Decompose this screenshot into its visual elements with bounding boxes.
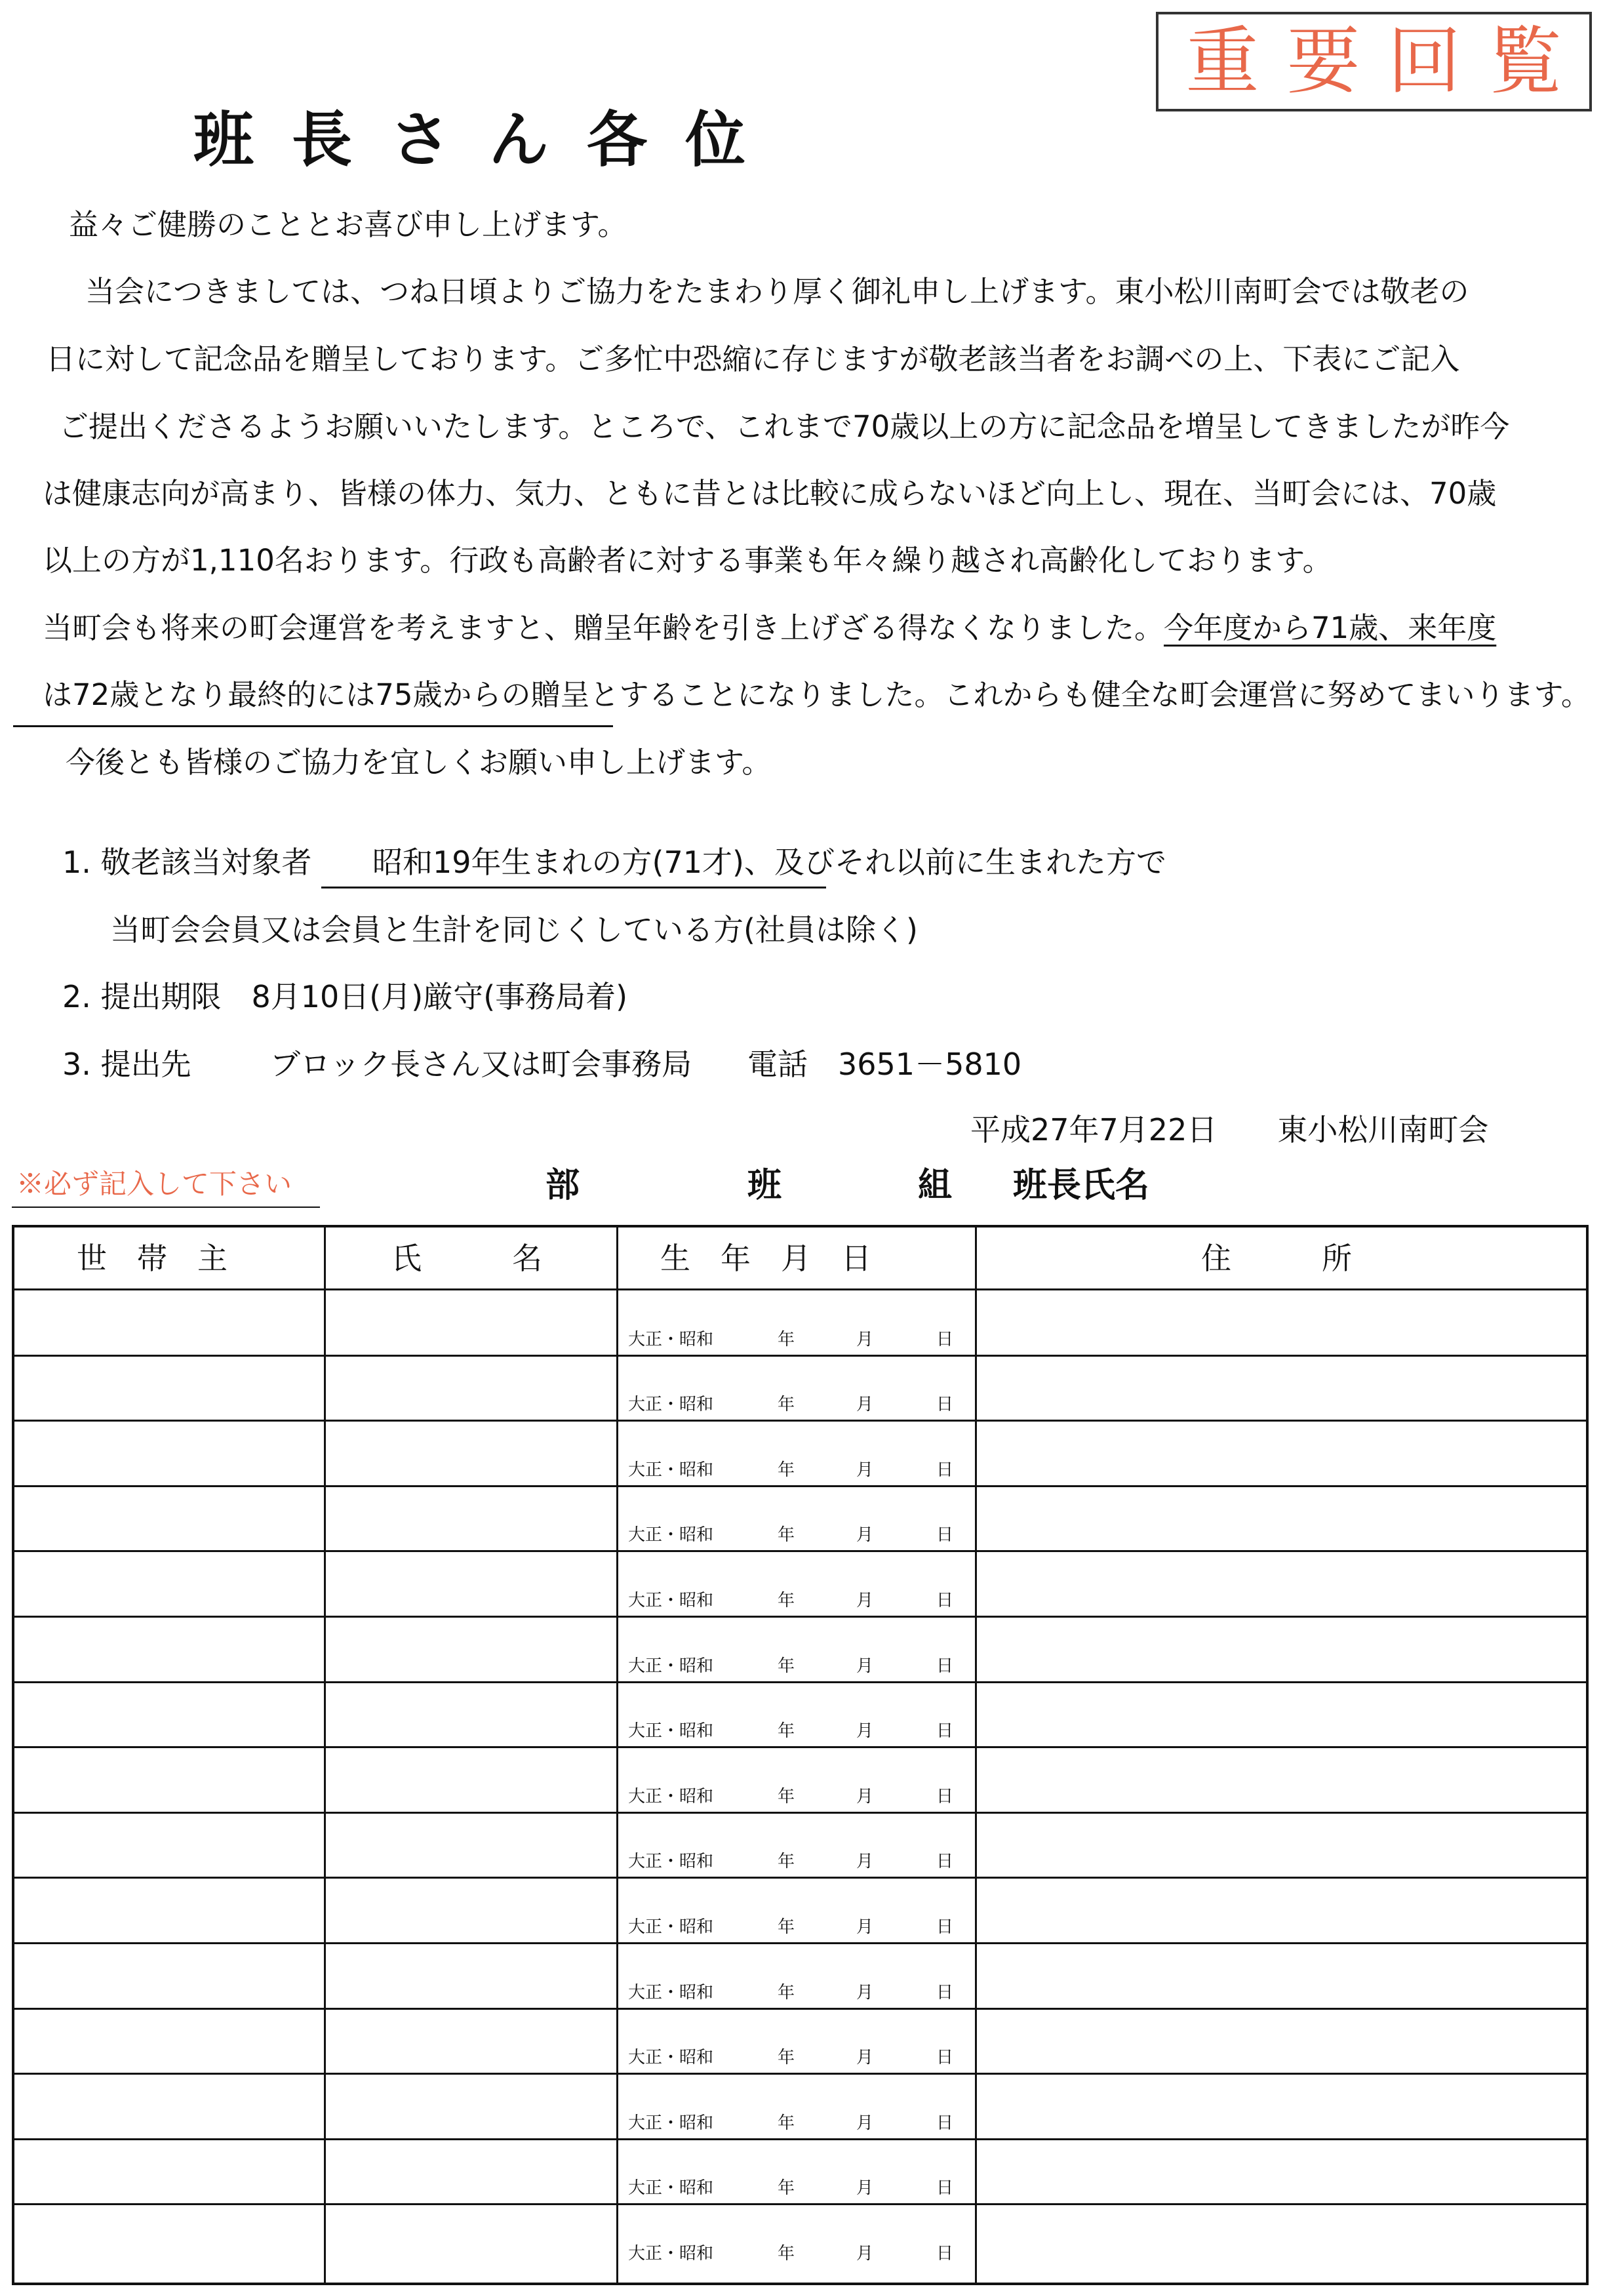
body-line-2: 当会につきましては、つね日頃よりご協力をたまわり厚く御礼申し上げます。東小松川南町会では敬老の xyxy=(85,274,1469,309)
row-divider xyxy=(14,1746,1586,1748)
birthdate-month-label: 月 xyxy=(856,1329,874,1349)
issue-date-and-association: 平成27年7月22日 東小松川南町会 xyxy=(970,1112,1489,1148)
body-line-1: 益々ご健勝のこととお喜び申し上げます。 xyxy=(69,207,627,242)
col-header-name: 氏 名 xyxy=(391,1241,542,1276)
birthdate-year-label: 年 xyxy=(778,2048,795,2068)
field-hancho-label: 班長氏名 xyxy=(1013,1166,1150,1205)
col-divider-3 xyxy=(975,1227,977,2283)
birthdate-era-label: 大正・昭和 xyxy=(628,2113,714,2133)
item-3-phone: 電話 3651－5810 xyxy=(747,1047,1022,1082)
birthdate-month-label: 月 xyxy=(856,1656,874,1676)
body-line-5: は健康志向が高まり、皆様の体力、気力、ともに昔とは比較に成らないほど向上し、現在、当町会には、70歳 xyxy=(43,476,1497,511)
row-divider xyxy=(14,1812,1586,1814)
body-line-7 xyxy=(43,610,1497,645)
item-1-sub: 当町会会員又は会員と生計を同じくしている方(社員は除く) xyxy=(110,912,918,948)
birthdate-day-label: 日 xyxy=(936,2178,954,2199)
birthdate-day-label: 日 xyxy=(936,2048,954,2068)
body-line-8: は72歳となり最終的には75歳からの贈呈とすることになりました。これからも健全な町会運営に努めてまいります。 xyxy=(43,677,1591,712)
birthdate-day-label: 日 xyxy=(936,1525,954,1546)
birthdate-era-label: 大正・昭和 xyxy=(628,1982,714,2003)
item-1-label: 1. 敬老該当対象者 xyxy=(62,845,312,880)
row-divider xyxy=(14,2073,1586,2075)
row-divider xyxy=(14,1681,1586,1683)
birthdate-year-label: 年 xyxy=(778,1591,795,1610)
birthdate-year-label: 年 xyxy=(778,1982,795,2003)
birthdate-day-label: 日 xyxy=(936,1786,954,1806)
birthdate-year-label: 年 xyxy=(778,1852,795,1872)
body-line-7-text: 当町会も将来の町会運営を考えますと、贈呈年齢を引き上げざる得なくなりました。 xyxy=(43,610,1164,645)
row-divider xyxy=(14,2203,1586,2205)
birthdate-era-label: 大正・昭和 xyxy=(628,2048,714,2068)
underline-rule xyxy=(13,725,613,727)
row-divider xyxy=(14,1942,1586,1944)
col-header-householder: 世 帯 主 xyxy=(77,1241,228,1276)
birthdate-day-label: 日 xyxy=(936,1460,954,1480)
birthdate-year-label: 年 xyxy=(778,2244,795,2264)
row-divider xyxy=(14,1550,1586,1552)
row-divider xyxy=(14,1420,1586,1422)
col-divider-2 xyxy=(616,1227,618,2283)
item-3-label: 3. 提出先 xyxy=(62,1047,191,1082)
row-divider xyxy=(14,2138,1586,2140)
birthdate-month-label: 月 xyxy=(856,2048,874,2068)
birthdate-day-label: 日 xyxy=(936,1329,954,1349)
birthdate-day-label: 日 xyxy=(936,1982,954,2003)
required-notice: ※必ず記入して下さい xyxy=(16,1168,292,1200)
birthdate-era-label: 大正・昭和 xyxy=(628,1329,714,1349)
birthdate-era-label: 大正・昭和 xyxy=(628,1525,714,1546)
field-kumi-label: 組 xyxy=(918,1166,953,1205)
birthdate-month-label: 月 xyxy=(856,1852,874,1872)
stamp-text: 重要回覧 xyxy=(1185,19,1590,104)
field-bu-label: 部 xyxy=(545,1166,580,1205)
body-line-9: 今後とも皆様のご協力を宜しくお願い申し上げます。 xyxy=(66,745,772,780)
birthdate-month-label: 月 xyxy=(856,1786,874,1806)
row-divider xyxy=(14,2008,1586,2010)
birthdate-year-label: 年 xyxy=(778,1721,795,1742)
page-title: 班長さん各位 xyxy=(193,105,784,175)
col-header-address: 住 所 xyxy=(1201,1241,1352,1276)
row-divider xyxy=(14,1877,1586,1879)
birthdate-year-label: 年 xyxy=(778,1917,795,1937)
birthdate-day-label: 日 xyxy=(936,1852,954,1872)
birthdate-year-label: 年 xyxy=(778,2113,795,2133)
birthdate-era-label: 大正・昭和 xyxy=(628,2178,714,2199)
birthdate-year-label: 年 xyxy=(778,1656,795,1676)
birthdate-month-label: 月 xyxy=(856,1395,874,1415)
birthdate-month-label: 月 xyxy=(856,1591,874,1610)
birthdate-year-label: 年 xyxy=(778,1329,795,1349)
birthdate-month-label: 月 xyxy=(856,1721,874,1742)
birthdate-era-label: 大正・昭和 xyxy=(628,1852,714,1872)
birthdate-year-label: 年 xyxy=(778,1525,795,1546)
birthdate-day-label: 日 xyxy=(936,1656,954,1676)
birthdate-year-label: 年 xyxy=(778,1395,795,1415)
birthdate-month-label: 月 xyxy=(856,1982,874,2003)
birthdate-month-label: 月 xyxy=(856,1460,874,1480)
notice-underline xyxy=(12,1207,320,1208)
birthdate-month-label: 月 xyxy=(856,1917,874,1937)
birthdate-era-label: 大正・昭和 xyxy=(628,1721,714,1742)
birthdate-year-label: 年 xyxy=(778,1786,795,1806)
birthdate-month-label: 月 xyxy=(856,2244,874,2264)
birthdate-day-label: 日 xyxy=(936,1721,954,1742)
birthdate-day-label: 日 xyxy=(936,1917,954,1937)
birthdate-era-label: 大正・昭和 xyxy=(628,1917,714,1937)
item-1-text: 昭和19年生まれの方(71才)、及びそれ以前に生まれた方で xyxy=(372,845,1166,880)
birthdate-year-label: 年 xyxy=(778,1460,795,1480)
elderly-registration-table xyxy=(12,1225,1589,2285)
birthdate-era-label: 大正・昭和 xyxy=(628,1460,714,1480)
birthdate-era-label: 大正・昭和 xyxy=(628,1786,714,1806)
header-row-divider xyxy=(14,1288,1586,1290)
birthdate-day-label: 日 xyxy=(936,1591,954,1610)
col-divider-1 xyxy=(324,1227,326,2283)
birthdate-month-label: 月 xyxy=(856,2178,874,2199)
row-divider xyxy=(14,1355,1586,1357)
body-line-6: 以上の方が1,110名おります。行政も高齢者に対する事業も年々繰り越され高齢化しております。 xyxy=(43,543,1332,578)
item-2: 2. 提出期限 8月10日(月)厳守(事務局着) xyxy=(62,979,628,1014)
birthdate-day-label: 日 xyxy=(936,1395,954,1415)
row-divider xyxy=(14,1485,1586,1487)
row-divider xyxy=(14,1616,1586,1618)
item-3-destination: ブロック長さん又は町会事務局 xyxy=(270,1047,692,1082)
field-han-label: 班 xyxy=(747,1166,782,1205)
col-header-birthdate: 生 年 月 日 xyxy=(660,1241,871,1276)
important-circulation-stamp xyxy=(1156,12,1592,111)
birthdate-month-label: 月 xyxy=(856,1525,874,1546)
birthdate-month-label: 月 xyxy=(856,2113,874,2133)
birthdate-day-label: 日 xyxy=(936,2244,954,2264)
birthdate-day-label: 日 xyxy=(936,2113,954,2133)
birthdate-era-label: 大正・昭和 xyxy=(628,1395,714,1415)
birthdate-era-label: 大正・昭和 xyxy=(628,1591,714,1610)
item-1-underline xyxy=(321,887,826,888)
birthdate-year-label: 年 xyxy=(778,2178,795,2199)
body-line-3: 日に対して記念品を贈呈しております。ご多忙中恐縮に存じますが敬老該当者をお調べの上、下表にご記入 xyxy=(46,342,1460,376)
age-change-underlined: 今年度から71歳、来年度 xyxy=(1164,610,1497,645)
body-line-4: ご提出くださるようお願いいたします。ところで、これまで70歳以上の方に記念品を増呈してきましたが昨今 xyxy=(59,409,1510,444)
birthdate-era-label: 大正・昭和 xyxy=(628,2244,714,2264)
birthdate-era-label: 大正・昭和 xyxy=(628,1656,714,1676)
